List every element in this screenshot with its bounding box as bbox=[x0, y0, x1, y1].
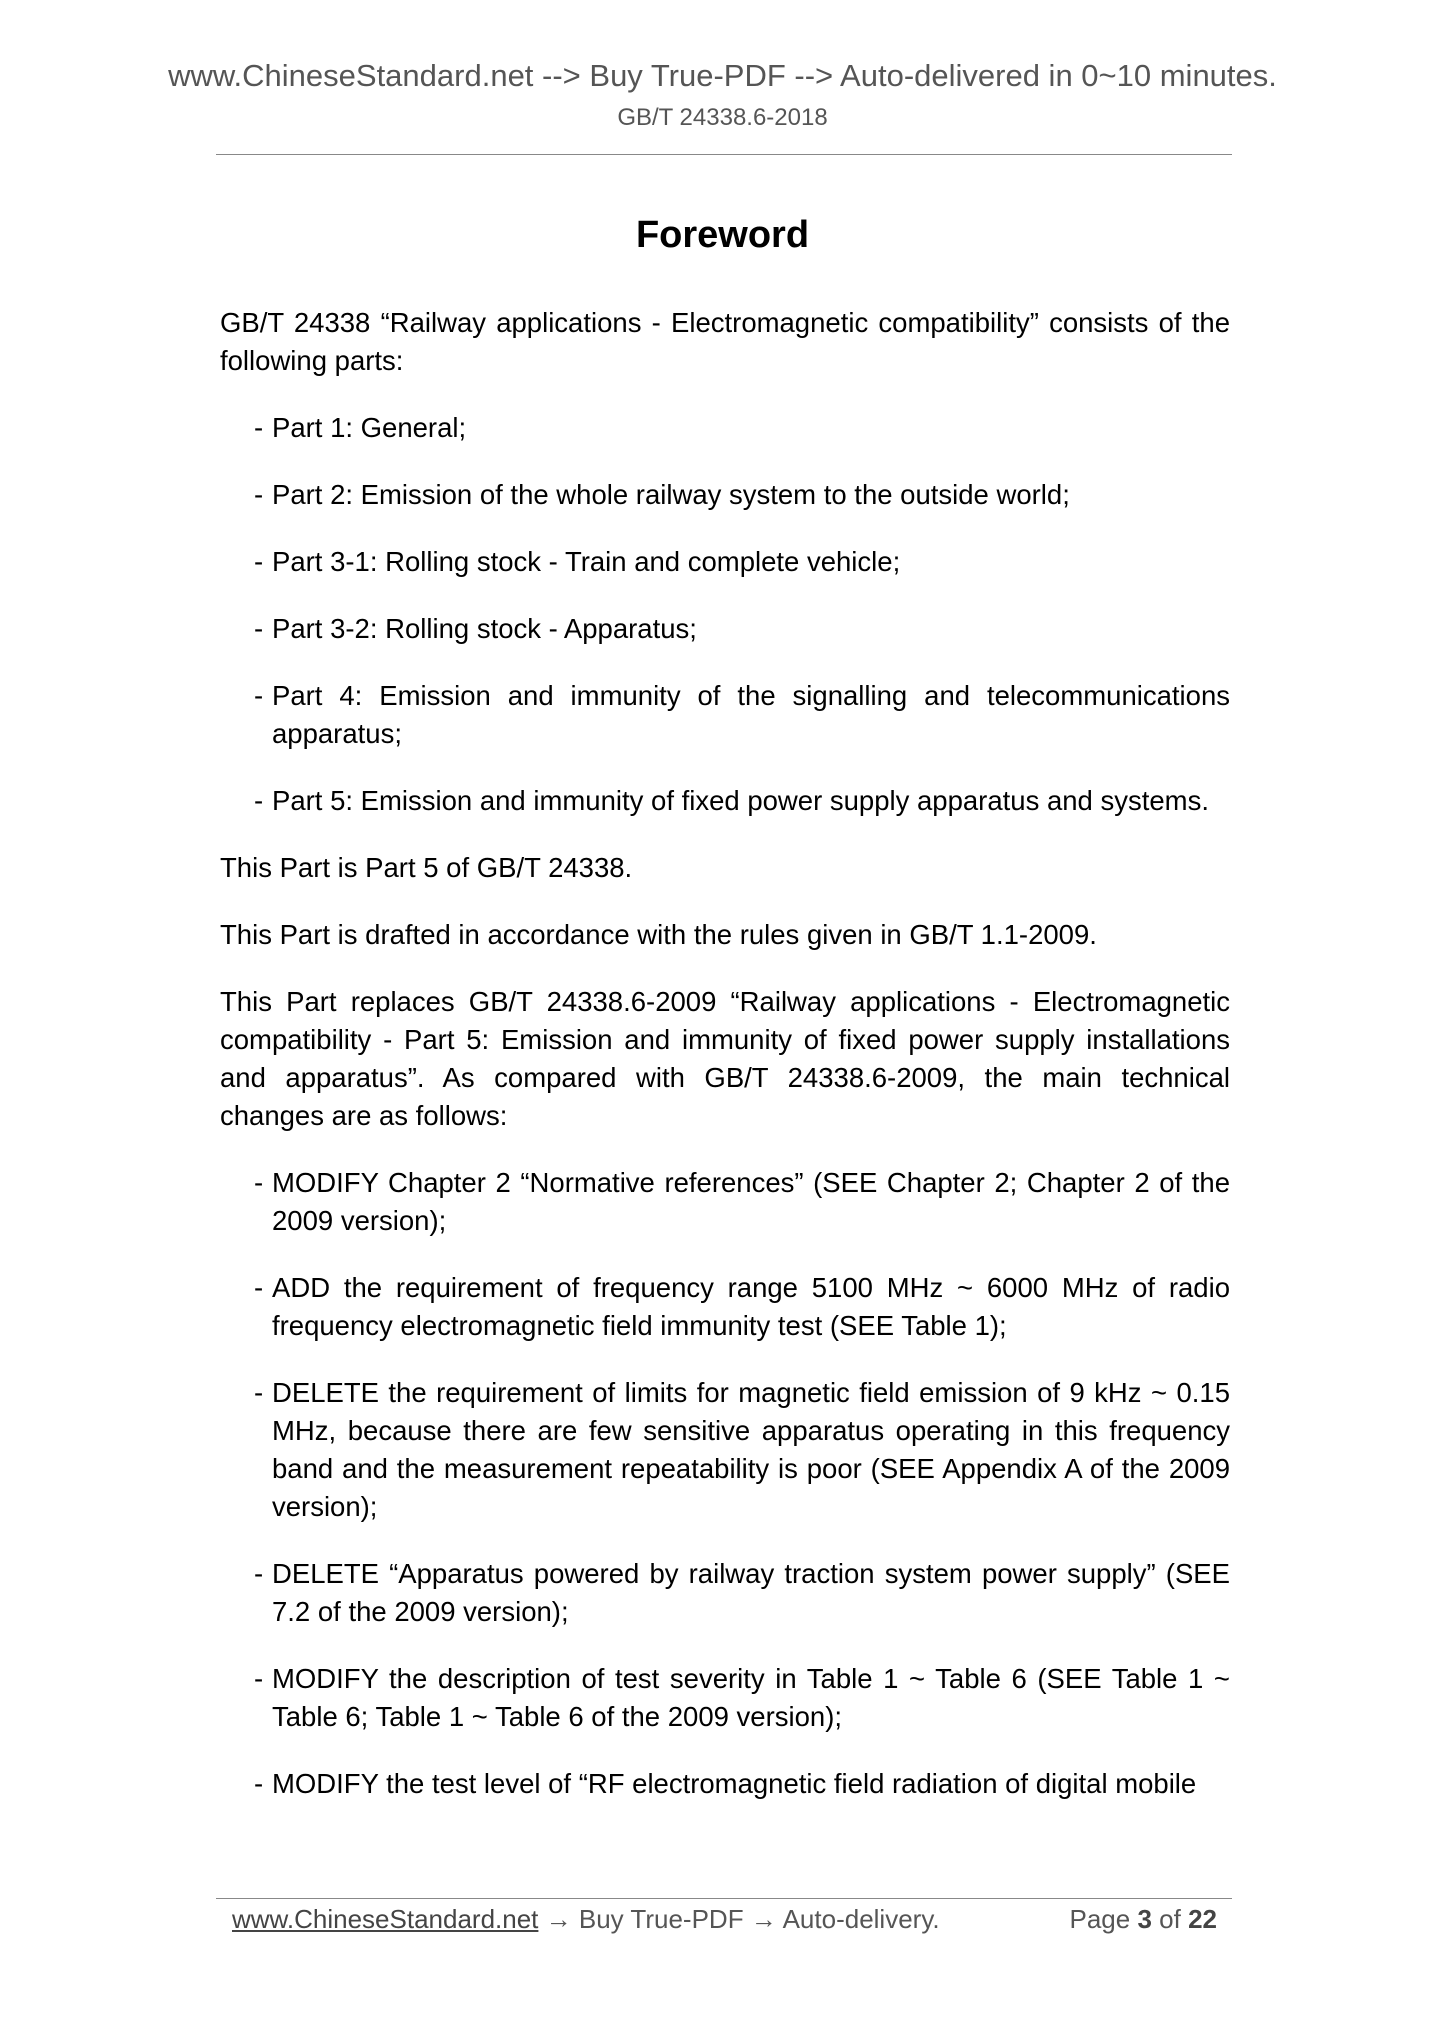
foreword-body bbox=[220, 304, 1230, 1832]
change-list-item: - MODIFY Chapter 2 “Normative references” (SEE Chapter 2; Chapter 2 of the 2009 version); bbox=[254, 1167, 1230, 1236]
change-list-item: - DELETE “Apparatus powered by railway traction system power supply” (SEE 7.2 of the 2009 version); bbox=[254, 1558, 1230, 1627]
header-divider bbox=[216, 154, 1232, 155]
header-banner: www.ChineseStandard.net --> Buy True-PDF --> Auto-delivered in 0~10 minutes. bbox=[168, 58, 1277, 93]
footer-text: → Buy True-PDF → Auto-delivery. bbox=[545, 1904, 940, 1934]
change-list-item: - MODIFY the description of test severity in Table 1 ~ Table 6 (SEE Table 1 ~ Table 6; Table 1 ~ Table 6 of the 2009 version); bbox=[254, 1663, 1230, 1732]
page-title: Foreword bbox=[635, 214, 810, 256]
part-list-item: - Part 3-2: Rolling stock - Apparatus; bbox=[254, 613, 697, 644]
part-list-item: - Part 4: Emission and immunity of the signalling and telecommunications apparatus; bbox=[254, 680, 1230, 749]
part-list-item: - Part 2: Emission of the whole railway system to the outside world; bbox=[254, 479, 1070, 510]
page-total: 22 bbox=[1188, 1904, 1217, 1934]
intro-paragraph: GB/T 24338 “Railway applications - Electromagnetic compatibility” consists of the following parts: bbox=[220, 307, 1230, 376]
page-indicator bbox=[1069, 1904, 1217, 1935]
drafted-paragraph: This Part is drafted in accordance with the rules given in GB/T 1.1-2009. bbox=[220, 919, 1097, 950]
part-list-item: - Part 1: General; bbox=[254, 412, 467, 443]
footer-divider bbox=[216, 1898, 1232, 1899]
footer-link[interactable]: www.ChineseStandard.net bbox=[232, 1904, 539, 1934]
change-list-item: - MODIFY the test level of “RF electromagnetic field radiation of digital mobile bbox=[254, 1768, 1197, 1799]
page-label: Page bbox=[1069, 1904, 1131, 1934]
this-part-paragraph: This Part is Part 5 of GB/T 24338. bbox=[220, 852, 633, 883]
of-label: of bbox=[1159, 1904, 1181, 1934]
change-list-item: - ADD the requirement of frequency range 5100 MHz ~ 6000 MHz of radio frequency electromagnetic field immunity test (SEE Table 1); bbox=[254, 1272, 1230, 1341]
page-number: 3 bbox=[1137, 1904, 1152, 1934]
change-list-item: - DELETE the requirement of limits for magnetic field emission of 9 kHz ~ 0.15 MHz, because there are few sensitive apparatus operating in this frequency band and the measurement repeatability is poor (SEE Appendix A of the 2009 version); bbox=[254, 1377, 1230, 1522]
page-footer bbox=[232, 1904, 1217, 1935]
part-list-item: - Part 5: Emission and immunity of fixed power supply apparatus and systems. bbox=[254, 785, 1209, 816]
document-id: GB/T 24338.6-2018 bbox=[617, 104, 828, 131]
part-list-item: - Part 3-1: Rolling stock - Train and complete vehicle; bbox=[254, 546, 901, 577]
replaces-paragraph: This Part replaces GB/T 24338.6-2009 “Railway applications - Electromagnetic compatibility - Part 5: Emission and immunity of fixed power supply installations and apparatus”. As compared with GB/T 24338.6-2009, the main technical changes are as follows: bbox=[220, 986, 1230, 1131]
